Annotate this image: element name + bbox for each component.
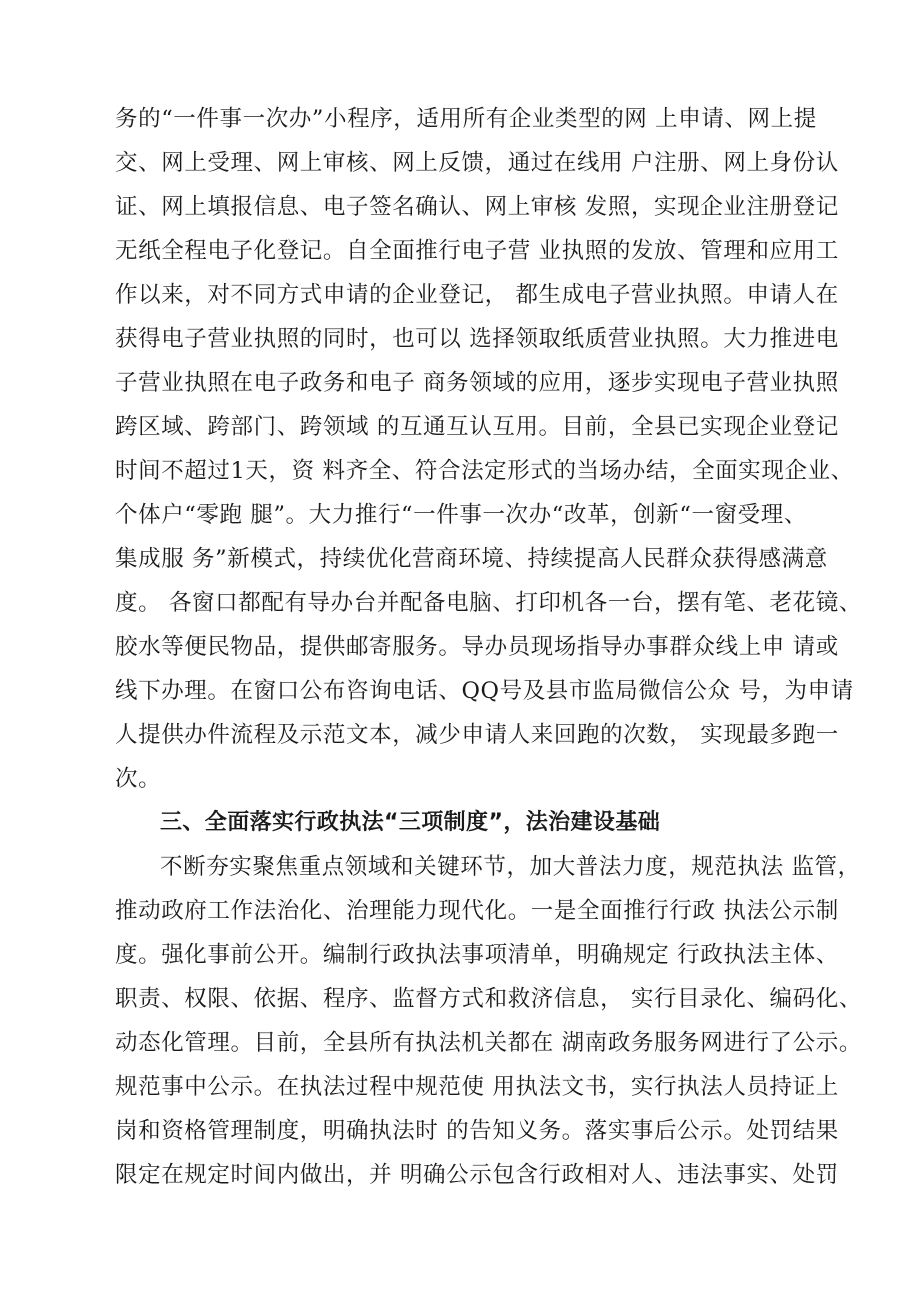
paragraph-line: 胶水等便民物品，提供邮寄服务。导办员现场指导办事群众线上申 请或 [115, 634, 839, 660]
paragraph-line: 集成服 务”新模式，持续优化营商环境、持续提高人民群众获得感满意 [115, 546, 828, 572]
paragraph-line: 推动政府工作法治化、治理能力现代化。一是全面推行行政 执法公示制 [115, 898, 839, 924]
paragraph-line: 证、网上填报信息、电子签名确认、网上审核 发照，实现企业注册登记 [115, 194, 839, 220]
paragraph-line: 交、网上受理、网上审核、网上反馈，通过在线用 户注册、网上身份认 [115, 150, 839, 176]
paragraph-line: 动态化管理。目前，全县所有执法机关都在 湖南政务服务网进行了公示。 [115, 1030, 862, 1056]
paragraph-line: 无纸全程电子化登记。自全面推行电子营 业执照的发放、管理和应用工 [115, 238, 839, 264]
paragraph-line: 次。 [115, 766, 162, 792]
paragraph-line: 子营业执照在电子政务和电子 商务领域的应用，逐步实现电子营业执照 [115, 370, 839, 396]
paragraph-line: 时间不超过1天，资 料齐全、符合法定形式的当场办结，全面实现企业、 [115, 458, 854, 484]
paragraph-line: 个体户“零跑 腿”。大力推行“一件事一次办“改革，创新“一窗受理、 [115, 502, 807, 528]
paragraph-line: 规范事中公示。在执法过程中规范使 用执法文书，实行执法人员持证上 [115, 1074, 839, 1100]
paragraph-line: 限定在规定时间内做出，并 明确公示包含行政相对人、违法事实、处罚 [115, 1162, 839, 1188]
paragraph-line: 度。 各窗口都配有导办台并配备电脑、打印机各一台，摆有笔、老花镜、 [115, 590, 862, 616]
paragraph-line: 作以来，对不同方式申请的企业登记， 都生成电子营业执照。申请人在 [115, 282, 839, 308]
paragraph-line: 跨区域、跨部门、跨领域 的互通互认互用。目前，全县已实现企业登记 [115, 414, 839, 440]
paragraph-line: 职责、权限、依据、程序、监督方式和救济信息， 实行目录化、编码化、 [115, 986, 862, 1012]
paragraph-line: 线下办理。在窗口公布咨询电话、QQ号及县市监局微信公众 号，为申请 [115, 678, 854, 704]
paragraph-line: 务的“一件事一次办”小程序，适用所有企业类型的网 上申请、网上提 [115, 106, 817, 132]
paragraph-line: 获得电子营业执照的同时，也可以 选择领取纸质营业执照。大力推进电 [115, 326, 839, 352]
paragraph-line: 人提供办件流程及示范文本，减少申请人来回跑的次数， 实现最多跑一 [115, 722, 839, 748]
paragraph-line: 度。强化事前公开。编制行政执法事项清单，明确规定 行政执法主体、 [115, 942, 839, 968]
paragraph-line: 岗和资格管理制度，明确执法时 的告知义务。落实事后公示。处罚结果 [115, 1118, 839, 1144]
paragraph-line: 不断夯实聚焦重点领域和关键环节，加大普法力度，规范执法 监管， [160, 854, 861, 880]
section-heading: 三、全面落实行政执法“三项制度”，法治建设基础 [160, 810, 661, 835]
